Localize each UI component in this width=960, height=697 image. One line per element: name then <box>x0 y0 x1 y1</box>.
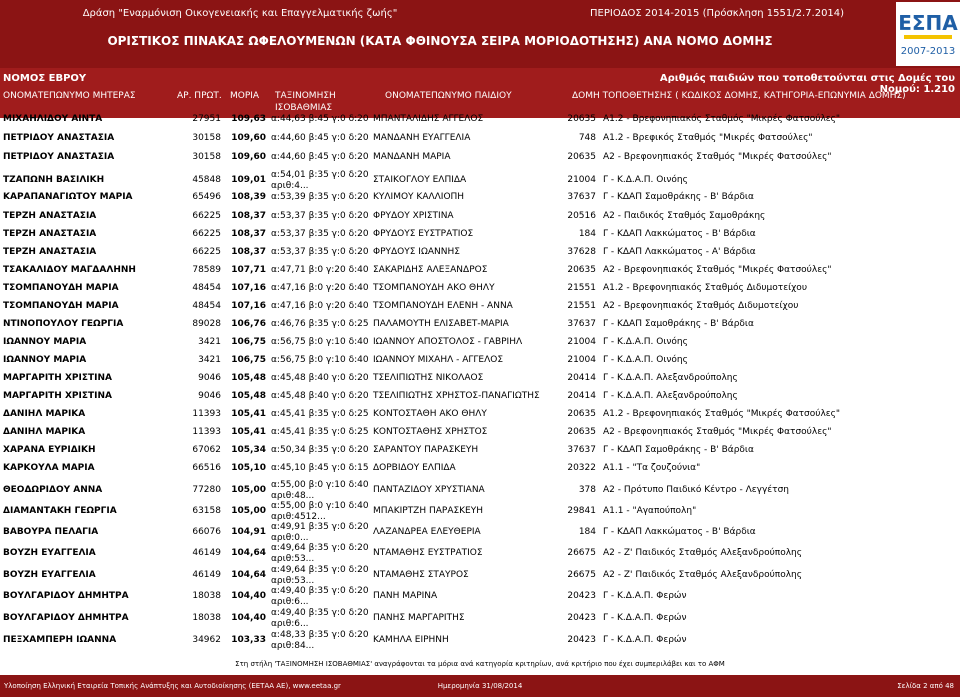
cell-category-line1: α:49,40 β:35 γ:0 δ:20 <box>271 608 369 618</box>
cell-child: ΙΩΑΝΝΟΥ ΑΠΟΣΤΟΛΟΣ - ΓΑΒΡΙΗΛ <box>373 337 523 347</box>
cell-code: 20635 <box>567 409 596 419</box>
cell-structure: Α2 - Βρεφονηπιακός Σταθμός "Μικρές Φατσούλες" <box>603 152 832 162</box>
cell-child: ΜΑΝΔΑΝΗ ΜΑΡΙΑ <box>373 152 451 162</box>
cell-category <box>271 445 369 456</box>
cell-prot: 27951 <box>192 114 221 124</box>
cell-category <box>271 522 369 544</box>
footer-bar <box>0 675 960 697</box>
cell-category-line1: α:49,64 β:35 γ:0 δ:20 <box>271 543 369 553</box>
page-title: ΟΡΙΣΤΙΚΟΣ ΠΙΝΑΚΑΣ ΩΦΕΛΟΥΜΕΝΩΝ (ΚΑΤΑ ΦΘΙΝΟΥΣΑ ΣΕΙΡΑ ΜΟΡΙΟΔΟΤΗΣΗΣ) ΑΝΑ ΝΟΜΟ ΔΟΜΗΣ <box>107 34 773 48</box>
cell-code: 184 <box>578 527 596 537</box>
cell-structure: Γ - ΚΔΑΠ Λακκώματος - Α' Βάρδια <box>603 247 756 257</box>
cell-category-line1: α:50,34 β:35 γ:0 δ:20 <box>271 445 369 455</box>
cell-category-line1: α:55,00 β:0 γ:10 δ:40 <box>271 501 369 511</box>
cell-prot: 78589 <box>192 265 221 275</box>
cell-category-line1: α:47,71 β:0 γ:20 δ:40 <box>271 265 369 275</box>
cell-score: 105,00 <box>231 506 266 516</box>
cell-score: 105,48 <box>231 391 266 401</box>
cell-mother: ΠΕΤΡΙΔΟΥ ΑΝΑΣΤΑΣΙΑ <box>3 133 115 143</box>
cell-category-line1: α:54,01 β:35 γ:0 δ:20 <box>271 170 369 180</box>
cell-prot: 30158 <box>192 133 221 143</box>
cell-prot: 66076 <box>192 527 221 537</box>
cell-child: ΤΣΟΜΠΑΝΟΥΔΗ ΑΚΟ ΘΗΛΥ <box>373 283 495 293</box>
cell-category <box>271 427 369 438</box>
cell-category-line1: α:45,48 β:40 γ:0 δ:20 <box>271 391 369 401</box>
col-header-score: ΜΟΡΙΑ <box>230 91 260 101</box>
cell-category-line1: α:48,33 β:35 γ:0 δ:20 <box>271 630 369 640</box>
cell-category <box>271 391 369 402</box>
cell-structure: Α1.2 - Βρεφικός Σταθμός "Μικρές Φατσούλες" <box>603 133 813 143</box>
cell-code: 37637 <box>567 192 596 202</box>
cell-prot: 34962 <box>192 635 221 645</box>
cell-structure: Α1.1 - "Τα ζουζούνια" <box>603 463 701 473</box>
cell-category <box>271 355 369 366</box>
cell-child: ΦΡΥΔΟΥΣ ΙΩΑΝΝΗΣ <box>373 247 460 257</box>
cell-category-line1: α:47,16 β:0 γ:20 δ:40 <box>271 301 369 311</box>
cell-category <box>271 565 369 587</box>
cell-child: ΜΠΑΝΤΑΛΙΔΗΣ ΑΓΓΕΛΟΣ <box>373 114 484 124</box>
cell-category-line2: αριθ:53... <box>271 554 315 564</box>
cell-category <box>271 543 369 565</box>
cell-mother: ΒΟΥΛΓΑΡΙΔΟΥ ΔΗΜΗΤΡΑ <box>3 613 129 623</box>
cell-score: 105,41 <box>231 427 266 437</box>
cell-code: 748 <box>578 133 596 143</box>
cell-mother: ΤΣΟΜΠΑΝΟΥΔΗ ΜΑΡΙΑ <box>3 301 119 311</box>
cell-score: 109,01 <box>231 175 266 185</box>
cell-structure: Γ - Κ.Δ.Α.Π. Οινόης <box>603 337 688 347</box>
cell-mother: ΤΣΟΜΠΑΝΟΥΔΗ ΜΑΡΙΑ <box>3 283 119 293</box>
prefecture-label: ΝΟΜΟΣ ΕΒΡΟΥ <box>3 73 87 84</box>
cell-child: ΤΣΟΜΠΑΝΟΥΔΗ ΕΛΕΝΗ - ΑΝΝΑ <box>373 301 513 311</box>
cell-category-line1: α:45,41 β:35 γ:0 δ:25 <box>271 409 369 419</box>
cell-code: 21004 <box>567 175 596 185</box>
cell-code: 37637 <box>567 445 596 455</box>
cell-structure: Α2 - Παιδικός Σταθμός Σαμοθράκης <box>603 211 766 221</box>
cell-mother: ΤΕΡΖΗ ΑΝΑΣΤΑΣΙΑ <box>3 229 97 239</box>
cell-child: ΤΣΕΛΙΠΙΩΤΗΣ ΧΡΗΣΤΟΣ-ΠΑΝΑΓΙΩΤΗΣ <box>373 391 540 401</box>
cell-child: ΠΑΛΑΜΟΥΤΗ ΕΛΙΣΑΒΕΤ-ΜΑΡΙΑ <box>373 319 509 329</box>
cell-category <box>271 501 369 523</box>
cell-score: 104,91 <box>231 527 266 537</box>
cell-prot: 48454 <box>192 301 221 311</box>
cell-structure: Γ - ΚΔΑΠ Σαμοθράκης - Β' Βάρδια <box>603 445 754 455</box>
cell-code: 20414 <box>567 391 596 401</box>
cell-mother: ΤΕΡΖΗ ΑΝΑΣΤΑΣΙΑ <box>3 211 97 221</box>
cell-category-line1: α:53,37 β:35 γ:0 δ:20 <box>271 229 369 239</box>
cell-category-line2: αριθ:0... <box>271 533 309 543</box>
cell-score: 104,64 <box>231 570 266 580</box>
cell-category <box>271 463 369 474</box>
cell-structure: Γ - Κ.Δ.Α.Π. Αλεξανδρούπολης <box>603 391 738 401</box>
cell-category-line1: α:45,48 β:40 γ:0 δ:20 <box>271 373 369 383</box>
cell-structure: Γ - Κ.Δ.Α.Π. Φερών <box>603 635 687 645</box>
cell-category-line1: α:47,16 β:0 γ:20 δ:40 <box>271 283 369 293</box>
cell-mother: ΜΑΡΓΑΡΙΤΗ ΧΡΙΣΤΙΝΑ <box>3 373 112 383</box>
cell-category <box>271 337 369 348</box>
col-header-child: ΟΝΟΜΑΤΕΠΩΝΥΜΟ ΠΑΙΔΙΟΥ <box>385 91 512 101</box>
col-header-structure: ΔΟΜΗ ΤΟΠΟΘΕΤΗΣΗΣ ( ΚΩΔΙΚΟΣ ΔΟΜΗΣ, ΚΑΤΗΓΟΡΙΑ-ΕΠΩΝΥΜΙΑ ΔΟΜΗΣ) <box>572 91 906 101</box>
cell-mother: ΒΟΥΛΓΑΡΙΔΟΥ ΔΗΜΗΤΡΑ <box>3 591 129 601</box>
cell-prot: 77280 <box>192 485 221 495</box>
cell-category-line1: α:53,37 β:35 γ:0 δ:20 <box>271 247 369 257</box>
cell-child: ΣΑΡΑΝΤΟΥ ΠΑΡΑΣΚΕΥΗ <box>373 445 479 455</box>
cell-prot: 46149 <box>192 570 221 580</box>
cell-prot: 66516 <box>192 463 221 473</box>
program-title: Δράση "Εναρμόνιση Οικογενειακής και Επαγγελματικής ζωής" <box>82 8 398 19</box>
cell-structure: Γ - Κ.Δ.Α.Π. Φερών <box>603 613 687 623</box>
cell-code: 37637 <box>567 319 596 329</box>
cell-structure: Α2 - Πρότυπο Παιδικό Κέντρο - Λεγγέτση <box>603 485 789 495</box>
cell-child: ΝΤΑΜΑΘΗΣ ΕΥΣΤΡΑΤΙΟΣ <box>373 548 483 558</box>
cell-structure: Α1.1 - "Αγαπούπολη" <box>603 506 697 516</box>
cell-category <box>271 373 369 384</box>
cell-category-line1: α:46,76 β:35 γ:0 δ:25 <box>271 319 369 329</box>
cell-prot: 48454 <box>192 283 221 293</box>
cell-category-line1: α:45,41 β:35 γ:0 δ:25 <box>271 427 369 437</box>
cell-category <box>271 630 369 652</box>
cell-score: 106,75 <box>231 355 266 365</box>
footer-date: Ημερομηνία 31/08/2014 <box>437 682 523 690</box>
cell-category-line1: α:56,75 β:0 γ:10 δ:40 <box>271 355 369 365</box>
cell-score: 109,60 <box>231 133 266 143</box>
cell-mother: ΧΑΡΑΝΑ ΕΥΡΙΔΙΚΗ <box>3 445 96 455</box>
cell-child: ΠΑΝΗ ΜΑΡΙΝΑ <box>373 591 438 601</box>
cell-structure: Α2 - Ζ' Παιδικός Σταθμός Αλεξανδρούπολης <box>603 548 803 558</box>
cell-category <box>271 247 369 258</box>
cell-code: 21004 <box>567 355 596 365</box>
cell-child: ΚΟΝΤΟΣΤΑΘΗ ΑΚΟ ΘΗΛΥ <box>373 409 487 419</box>
cell-category-line1: α:44,60 β:45 γ:0 δ:20 <box>271 133 369 143</box>
cell-structure: Α1.2 - Βρεφονηπιακός Σταθμός "Μικρές Φατσούλες" <box>603 409 841 419</box>
cell-structure: Α2 - Ζ' Παιδικός Σταθμός Αλεξανδρούπολης <box>603 570 803 580</box>
cell-structure: Α2 - Βρεφονηπιακός Σταθμός "Μικρές Φατσούλες" <box>603 265 832 275</box>
cell-score: 104,64 <box>231 548 266 558</box>
col-header-mother: ΟΝΟΜΑΤΕΠΩΝΥΜΟ ΜΗΤΕΡΑΣ <box>3 91 136 101</box>
cell-structure: Γ - Κ.Δ.Α.Π. Οινόης <box>603 175 688 185</box>
cell-prot: 3421 <box>198 355 221 365</box>
cell-category-line1: α:45,10 β:45 γ:0 δ:15 <box>271 463 369 473</box>
cell-score: 109,63 <box>231 114 266 124</box>
cell-code: 20423 <box>567 635 596 645</box>
cell-mother: ΚΑΡΑΠΑΝΑΓΙΩΤΟΥ ΜΑΡΙΑ <box>3 192 133 202</box>
cell-prot: 89028 <box>192 319 221 329</box>
cell-category <box>271 301 369 312</box>
cell-category <box>271 170 369 192</box>
cell-score: 107,16 <box>231 283 266 293</box>
cell-structure: Γ - Κ.Δ.Α.Π. Αλεξανδρούπολης <box>603 373 738 383</box>
cell-category <box>271 283 369 294</box>
cell-score: 105,00 <box>231 485 266 495</box>
cell-prot: 9046 <box>198 391 221 401</box>
cell-prot: 3421 <box>198 337 221 347</box>
cell-child: ΙΩΑΝΝΟΥ ΜΙΧΑΗΛ - ΑΓΓΕΛΟΣ <box>373 355 504 365</box>
cell-structure: Γ - ΚΔΑΠ Λακκώματος - Β' Βάρδια <box>603 229 756 239</box>
cell-score: 108,39 <box>231 192 266 202</box>
cell-child: ΦΡΥΔΟΥ ΧΡΙΣΤΙΝΑ <box>373 211 454 221</box>
cell-mother: ΜΙΧΑΗΛΙΔΟΥ ΑΙΝΤΑ <box>3 114 103 124</box>
cell-child: ΠΑΝΤΑΖΙΔΟΥ ΧΡΥΣΤΙΑΝΑ <box>373 485 485 495</box>
cell-code: 29841 <box>567 506 596 516</box>
cell-score: 105,34 <box>231 445 266 455</box>
cell-mother: ΒΟΥΖΗ ΕΥΑΓΓΕΛΙΑ <box>3 570 96 580</box>
cell-category-line1: α:53,39 β:35 γ:0 δ:20 <box>271 192 369 202</box>
cell-score: 106,75 <box>231 337 266 347</box>
cell-category-line1: α:49,64 β:35 γ:0 δ:20 <box>271 565 369 575</box>
cell-mother: ΠΕΤΡΙΔΟΥ ΑΝΑΣΤΑΣΙΑ <box>3 152 115 162</box>
cell-category-line1: α:44,63 β:45 γ:0 δ:20 <box>271 114 369 124</box>
cell-score: 109,60 <box>231 152 266 162</box>
cell-category <box>271 211 369 222</box>
cell-prot: 9046 <box>198 373 221 383</box>
cell-category <box>271 319 369 330</box>
cell-code: 26675 <box>567 570 596 580</box>
cell-code: 20635 <box>567 427 596 437</box>
cell-category <box>271 229 369 240</box>
cell-structure: Γ - Κ.Δ.Α.Π. Φερών <box>603 591 687 601</box>
cell-mother: ΠΕΞΧΑΜΠΕΡΗ ΙΩΑΝΝΑ <box>3 635 117 645</box>
cell-category-line1: α:49,91 β:35 γ:0 δ:20 <box>271 522 369 532</box>
cell-mother: ΔΙΑΜΑΝΤΑΚΗ ΓΕΩΡΓΙΑ <box>3 506 117 516</box>
cell-code: 21004 <box>567 337 596 347</box>
cell-category-line2: αριθ:84... <box>271 641 315 651</box>
cell-code: 20635 <box>567 152 596 162</box>
cell-child: ΜΠΑΚΙΡΤΖΗ ΠΑΡΑΣΚΕΥΗ <box>373 506 484 516</box>
logo-text: ΕΣΠΑ <box>898 11 958 35</box>
cell-mother: ΙΩΑΝΝΟΥ ΜΑΡΙΑ <box>3 355 87 365</box>
cell-prot: 18038 <box>192 613 221 623</box>
cell-prot: 66225 <box>192 211 221 221</box>
cell-category-line2: αριθ:48... <box>271 491 315 501</box>
cell-mother: ΒΑΒΟΥΡΑ ΠΕΛΑΓΙΑ <box>3 527 99 537</box>
cell-prot: 18038 <box>192 591 221 601</box>
cell-category <box>271 608 369 630</box>
cell-score: 108,37 <box>231 211 266 221</box>
cell-code: 21551 <box>567 283 596 293</box>
cell-prot: 66225 <box>192 229 221 239</box>
cell-structure: Γ - ΚΔΑΠ Λακκώματος - Β' Βάρδια <box>603 527 756 537</box>
cell-category-line2: αριθ:6... <box>271 619 309 629</box>
cell-child: ΚΥΛΙΜΟΥ ΚΑΛΛΙΟΠΗ <box>373 192 465 202</box>
cell-prot: 11393 <box>192 427 221 437</box>
cell-category-line2: αριθ:53... <box>271 576 315 586</box>
footer-page: Σελίδα 2 από 48 <box>897 682 954 690</box>
cell-structure: Γ - ΚΔΑΠ Σαμοθράκης - Β' Βάρδια <box>603 319 754 329</box>
cell-child: ΛΑΖΑΝΔΡΕΑ ΕΛΕΥΘΕΡΙΑ <box>373 527 481 537</box>
cell-mother: ΤΣΑΚΑΛΙΔΟΥ ΜΑΓΔΑΛΗΝΗ <box>3 265 136 275</box>
cell-structure: Α1.2 - Βρεφονηπιακός Σταθμός "Μικρές Φατσούλες" <box>603 114 841 124</box>
period-label: ΠΕΡΙΟΔΟΣ 2014-2015 (Πρόσκληση 1551/2.7.2014) <box>590 8 845 19</box>
cell-structure: Α2 - Βρεφονηπιακός Σταθμός Διδυμοτείχου <box>603 301 799 311</box>
cell-score: 107,16 <box>231 301 266 311</box>
logo-years: 2007-2013 <box>900 46 956 57</box>
cell-structure: Γ - ΚΔΑΠ Σαμοθράκης - Β' Βάρδια <box>603 192 754 202</box>
footer-note: Στη στήλη 'ΤΑΞΙΝΟΜΗΣΗ ΙΣΟΒΑΘΜΙΑΣ' αναγράφονται τα μόρια ανά κατηγορία κριτηρίων, ανά κριτήριο που έχει συμπεριλάβει και το ΑΦΜ <box>235 660 725 668</box>
cell-prot: 11393 <box>192 409 221 419</box>
cell-category-line2: αριθ:4512... <box>271 512 326 522</box>
cell-category-line2: αριθ:6... <box>271 597 309 607</box>
cell-score: 105,48 <box>231 373 266 383</box>
cell-mother: ΔΑΝΙΗΛ ΜΑΡΙΚΑ <box>3 409 86 419</box>
cell-code: 378 <box>578 485 596 495</box>
cell-code: 20635 <box>567 114 596 124</box>
cell-score: 107,71 <box>231 265 266 275</box>
cell-code: 20423 <box>567 613 596 623</box>
cell-mother: ΤΖΑΠΩΝΗ ΒΑΣΙΛΙΚΗ <box>3 175 105 185</box>
cell-code: 184 <box>578 229 596 239</box>
cell-score: 106,76 <box>231 319 266 329</box>
cell-prot: 45848 <box>192 175 221 185</box>
cell-code: 37628 <box>567 247 596 257</box>
cell-mother: ΜΑΡΓΑΡΙΤΗ ΧΡΙΣΤΙΝΑ <box>3 391 112 401</box>
cell-code: 20414 <box>567 373 596 383</box>
cell-category <box>271 265 369 276</box>
cell-prot: 63158 <box>192 506 221 516</box>
cell-mother: ΔΑΝΙΗΛ ΜΑΡΙΚΑ <box>3 427 86 437</box>
cell-prot: 66225 <box>192 247 221 257</box>
cell-prot: 30158 <box>192 152 221 162</box>
cell-child: ΔΟΡΒΙΔΟΥ ΕΛΠΙΔΑ <box>373 463 456 473</box>
col-header-category-line2: ΙΣΟΒΑΘΜΙΑΣ <box>275 103 333 113</box>
cell-category <box>271 133 369 144</box>
cell-code: 21551 <box>567 301 596 311</box>
cell-category-line1: α:53,37 β:35 γ:0 δ:20 <box>271 211 369 221</box>
cell-prot: 46149 <box>192 548 221 558</box>
cell-category <box>271 409 369 420</box>
cell-category <box>271 152 369 163</box>
cell-child: ΝΤΑΜΑΘΗΣ ΣΤΑΥΡΟΣ <box>373 570 469 580</box>
capacity-label: Αριθμός παιδιών που τοποθετούνται στις Δομές του Νομού: 1.210 <box>659 73 955 95</box>
espa-logo <box>896 2 960 66</box>
cell-category-line1: α:56,75 β:0 γ:10 δ:40 <box>271 337 369 347</box>
cell-mother: ΙΩΑΝΝΟΥ ΜΑΡΙΑ <box>3 337 87 347</box>
cell-mother: ΚΑΡΚΟΥΛΑ ΜΑΡΙΑ <box>3 463 95 473</box>
cell-child: ΚΑΜΗΛΑ ΕΙΡΗΝΗ <box>373 635 449 645</box>
col-header-prot: ΑΡ. ΠΡΩΤ. <box>177 91 222 101</box>
cell-child: ΣΤΑΙΚΟΓΛΟΥ ΕΛΠΙΔΑ <box>373 175 467 185</box>
cell-prot: 67062 <box>192 445 221 455</box>
cell-child: ΤΣΕΛΙΠΙΩΤΗΣ ΝΙΚΟΛΑΟΣ <box>373 373 484 383</box>
cell-child: ΜΑΝΔΑΝΗ ΕΥΑΓΓΕΛΙΑ <box>373 133 471 143</box>
col-header-category <box>275 90 336 114</box>
cell-score: 103,33 <box>231 635 266 645</box>
footer-org: Υλοποίηση Ελληνική Εταιρεία Τοπικής Ανάπτυξης και Αυτοδιοίκησης (ΕΕΤΑΑ ΑΕ), www.eetaa.gr <box>4 682 341 690</box>
cell-category-line1: α:49,40 β:35 γ:0 δ:20 <box>271 586 369 596</box>
cell-code: 20423 <box>567 591 596 601</box>
cell-score: 104,40 <box>231 613 266 623</box>
cell-structure: Α2 - Βρεφονηπιακός Σταθμός "Μικρές Φατσούλες" <box>603 427 832 437</box>
cell-mother: ΤΕΡΖΗ ΑΝΑΣΤΑΣΙΑ <box>3 247 97 257</box>
logo-stripe <box>904 35 952 39</box>
cell-child: ΣΑΚΑΡΙΔΗΣ ΑΛΕΞΑΝΔΡΟΣ <box>373 265 488 275</box>
cell-category-line1: α:55,00 β:0 γ:10 δ:40 <box>271 480 369 490</box>
cell-score: 105,41 <box>231 409 266 419</box>
cell-category-line1: α:44,60 β:45 γ:0 δ:20 <box>271 152 369 162</box>
cell-score: 104,40 <box>231 591 266 601</box>
col-header-category-line1: ΤΑΞΙΝΟΜΗΣΗ <box>275 91 336 101</box>
cell-prot: 65496 <box>192 192 221 202</box>
cell-score: 108,37 <box>231 229 266 239</box>
cell-score: 105,10 <box>231 463 266 473</box>
cell-mother: ΝΤΙΝΟΠΟΥΛΟΥ ΓΕΩΡΓΙΑ <box>3 319 124 329</box>
cell-child: ΚΟΝΤΟΣΤΑΘΗΣ ΧΡΗΣΤΟΣ <box>373 427 488 437</box>
cell-code: 26675 <box>567 548 596 558</box>
cell-mother: ΒΟΥΖΗ ΕΥΑΓΓΕΛΙΑ <box>3 548 96 558</box>
cell-category <box>271 480 369 502</box>
cell-child: ΠΑΝΗΣ ΜΑΡΓΑΡΙΤΗΣ <box>373 613 465 623</box>
cell-code: 20516 <box>567 211 596 221</box>
cell-structure: Α1.2 - Βρεφονηπιακός Σταθμός Διδυμοτείχου <box>603 283 808 293</box>
cell-category <box>271 586 369 608</box>
cell-category <box>271 192 369 203</box>
cell-code: 20322 <box>567 463 596 473</box>
cell-score: 108,37 <box>231 247 266 257</box>
cell-structure: Γ - Κ.Δ.Α.Π. Οινόης <box>603 355 688 365</box>
cell-mother: ΘΕΟΔΩΡΙΔΟΥ ΑΝΝΑ <box>3 485 103 495</box>
cell-code: 20635 <box>567 265 596 275</box>
cell-child: ΦΡΥΔΟΥΣ ΕΥΣΤΡΑΤΙΟΣ <box>373 229 474 239</box>
cell-category-line2: αριθ:4... <box>271 181 309 191</box>
cell-category <box>271 114 369 125</box>
